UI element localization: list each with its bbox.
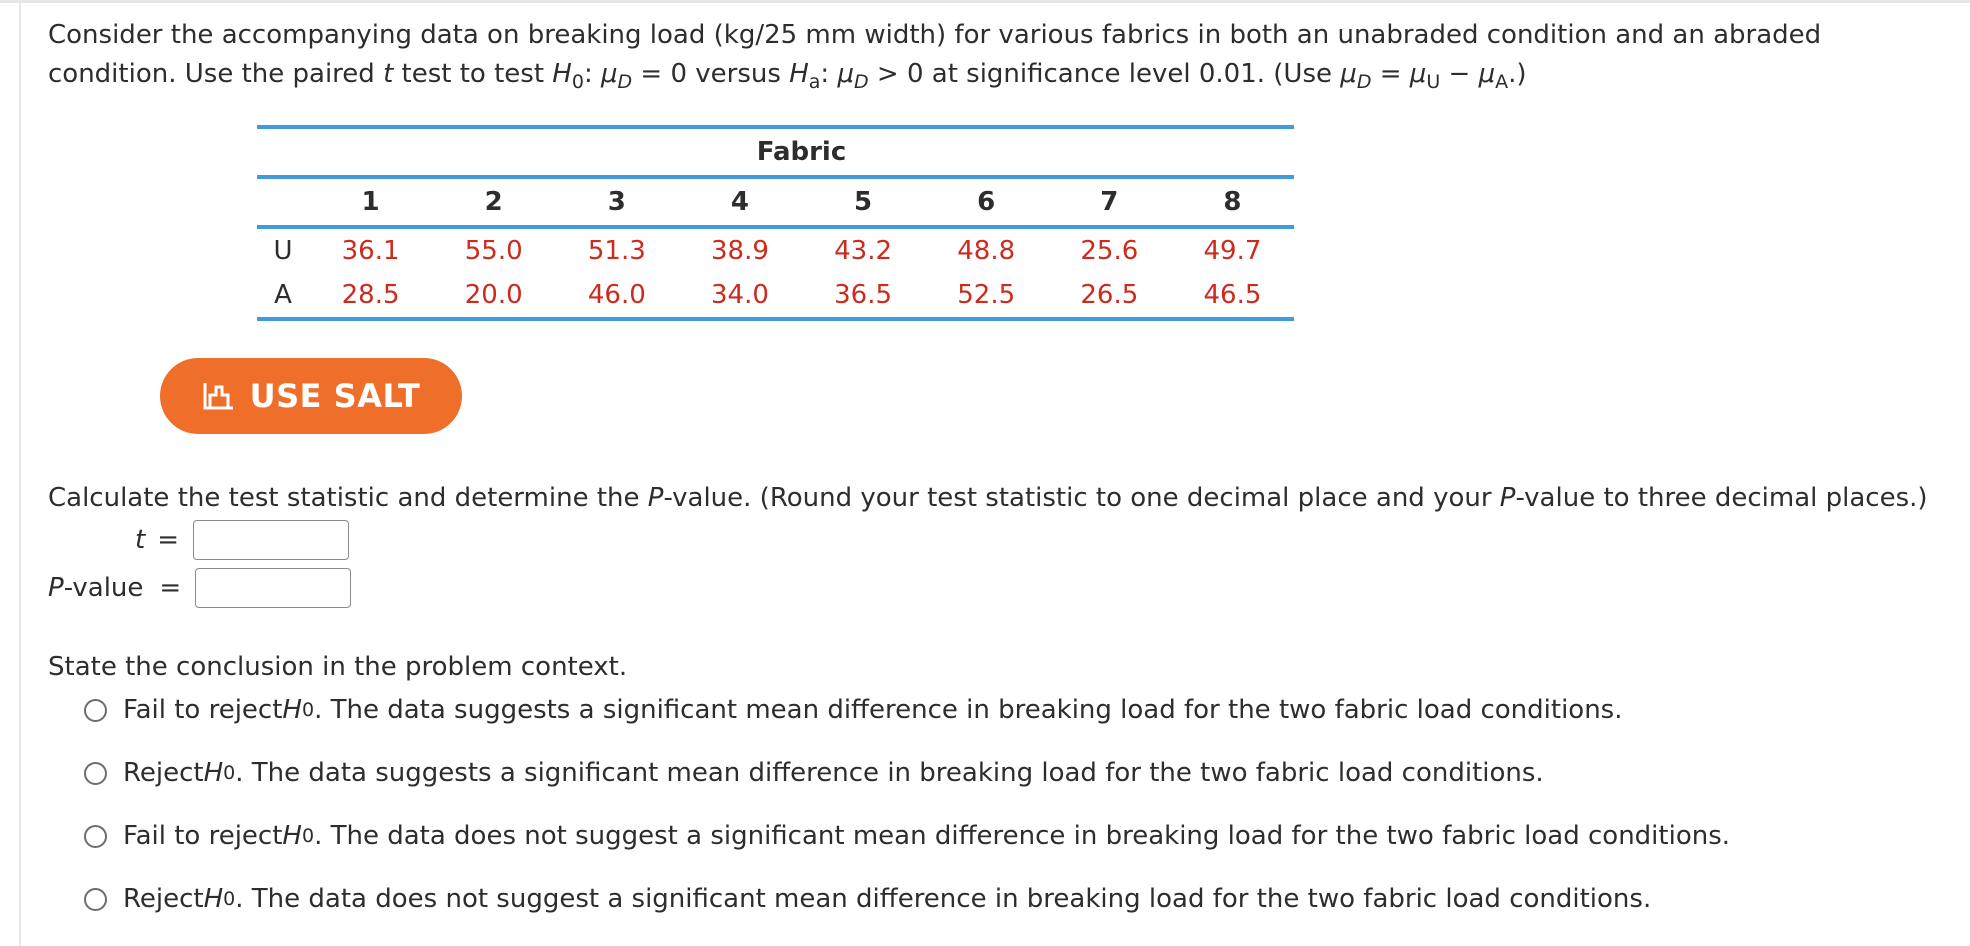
cell-u-3: 51.3 <box>587 236 646 266</box>
p-value-row <box>48 568 351 608</box>
t-label: t <box>135 525 146 555</box>
mu-d-subscript: D <box>617 71 633 93</box>
option-4-h: H <box>203 884 224 914</box>
conclusion-option-4[interactable]: Reject H 0 . The data does not suggest a significant mean difference in breaking load for the two fabric load conditions. <box>84 884 1651 914</box>
table-corner-2 <box>257 179 309 225</box>
cell-a-1: 28.5 <box>341 280 400 310</box>
calc-text-c: -value to three decimal places.) <box>1515 483 1928 513</box>
ha-symbol: H <box>789 59 809 89</box>
option-3-text: . The data does not suggest a significant mean difference in breaking load for the two fabric load conditions. <box>314 821 1731 851</box>
close-paren: .) <box>1508 59 1527 89</box>
radio-button-1[interactable] <box>84 699 107 722</box>
column-header-1: 1 <box>361 187 380 217</box>
option-4-text: . The data does not suggest a significant mean difference in breaking load for the two fabric load conditions. <box>235 884 1652 914</box>
t-symbol: t <box>383 59 394 89</box>
cell-u-6: 48.8 <box>957 236 1016 266</box>
column-header-7: 7 <box>1100 187 1119 217</box>
column-header-4: 4 <box>730 187 749 217</box>
calc-p-symbol-2: P <box>1499 483 1516 513</box>
mu-symbol-4: μ <box>1409 59 1427 89</box>
row-label-u: U <box>273 236 293 266</box>
table-corner <box>257 129 309 175</box>
intro-text-1: Consider the accompanying data on breaking load (kg/25 mm width) for various fabrics in both an unabraded condition and an abraded <box>48 20 1822 50</box>
calc-prompt <box>48 478 1928 518</box>
conclusion-option-2[interactable]: Reject H 0 . The data suggests a significant mean difference in breaking load for the two fabric load conditions. <box>84 758 1544 788</box>
option-3-h: H <box>282 821 302 851</box>
option-1-h: H <box>282 695 302 725</box>
option-2-h: H <box>203 758 224 788</box>
option-2-lead: Reject <box>123 758 204 788</box>
calc-text-b: -value. (Round your test statistic to one decimal place and your <box>663 483 1500 513</box>
p-equals: = <box>159 573 182 603</box>
column-header-5: 5 <box>854 187 873 217</box>
eq-zero-text: = 0 versus <box>632 59 790 89</box>
radio-button-3[interactable] <box>84 825 107 848</box>
mu-symbol-2: μ <box>837 59 854 89</box>
t-statistic-input[interactable] <box>193 520 349 560</box>
cell-u-4: 38.9 <box>710 236 769 266</box>
column-header-3: 3 <box>607 187 626 217</box>
fabric-data-table <box>257 125 1294 321</box>
eq-text: = <box>1371 59 1410 89</box>
cell-a-4: 34.0 <box>710 280 769 310</box>
h0-subscript: 0 <box>571 71 584 93</box>
radio-button-4[interactable] <box>84 888 107 911</box>
cell-a-8: 46.5 <box>1203 280 1262 310</box>
calc-text-a: Calculate the test statistic and determine the <box>48 483 648 513</box>
column-header-8: 8 <box>1223 187 1242 217</box>
cell-a-6: 52.5 <box>957 280 1016 310</box>
t-equals: = <box>157 525 179 555</box>
cell-a-2: 20.0 <box>464 280 523 310</box>
option-3-lead: Fail to reject <box>123 821 283 851</box>
row-label-a: A <box>274 280 292 310</box>
use-salt-label: USE SALT <box>249 377 421 415</box>
mu-d-subscript-3: D <box>1356 71 1372 93</box>
conclusion-option-3[interactable]: Fail to reject H 0 . The data does not suggest a significant mean difference in breaking load for the two fabric load conditions. <box>84 821 1730 851</box>
cell-a-7: 26.5 <box>1080 280 1139 310</box>
cell-u-8: 49.7 <box>1203 236 1262 266</box>
use-salt-button[interactable] <box>160 358 462 434</box>
cell-u-1: 36.1 <box>341 236 400 266</box>
t-statistic-row <box>135 520 349 560</box>
conclusion-prompt: State the conclusion in the problem context. <box>48 652 628 682</box>
intro-text-2b: test to test <box>393 59 553 89</box>
intro-line-1 <box>48 16 1958 55</box>
mu-symbol-3: μ <box>1340 59 1357 89</box>
calc-p-symbol: P <box>647 483 664 513</box>
mu-d-subscript-2: D <box>854 71 869 93</box>
column-header-2: 2 <box>484 187 503 217</box>
question-intro <box>48 16 1958 94</box>
fabric-header: Fabric <box>756 137 847 167</box>
mu-symbol: μ <box>600 59 618 89</box>
salt-chart-icon <box>202 381 236 411</box>
option-2-text: . The data suggests a significant mean difference in breaking load for the two fabric load conditions. <box>235 758 1544 788</box>
ha-colon: : <box>820 59 838 89</box>
radio-button-2[interactable] <box>84 762 107 785</box>
p-value-input[interactable] <box>195 568 351 608</box>
h0-symbol: H <box>552 59 572 89</box>
intro-text-2a: condition. Use the paired <box>48 59 384 89</box>
h0-colon: : <box>583 59 601 89</box>
cell-a-3: 46.0 <box>587 280 646 310</box>
column-header-6: 6 <box>977 187 996 217</box>
mu-u-subscript: U <box>1426 71 1441 93</box>
mu-symbol-5: μ <box>1478 59 1496 89</box>
gt-zero-text: > 0 at significance level 0.01. (Use <box>868 59 1341 89</box>
conclusion-option-1[interactable]: Fail to reject H 0 . The data suggests a significant mean difference in breaking load for the two fabric load conditions. <box>84 695 1623 725</box>
p-value-rest: -value <box>63 573 144 603</box>
ha-subscript: a <box>808 71 821 93</box>
intro-line-2 <box>48 55 1958 94</box>
top-border <box>0 0 1970 3</box>
cell-u-2: 55.0 <box>464 236 523 266</box>
p-value-label <box>48 573 143 603</box>
p-value-p: P <box>48 573 64 603</box>
left-border <box>19 0 21 946</box>
cell-u-7: 25.6 <box>1080 236 1139 266</box>
option-4-lead: Reject <box>123 884 204 914</box>
minus-text: − <box>1440 59 1479 89</box>
cell-u-5: 43.2 <box>834 236 892 266</box>
option-1-lead: Fail to reject <box>123 695 283 725</box>
option-1-text: . The data suggests a significant mean difference in breaking load for the two fabric load conditions. <box>314 695 1623 725</box>
mu-a-subscript: A <box>1495 71 1509 93</box>
cell-a-5: 36.5 <box>834 280 892 310</box>
